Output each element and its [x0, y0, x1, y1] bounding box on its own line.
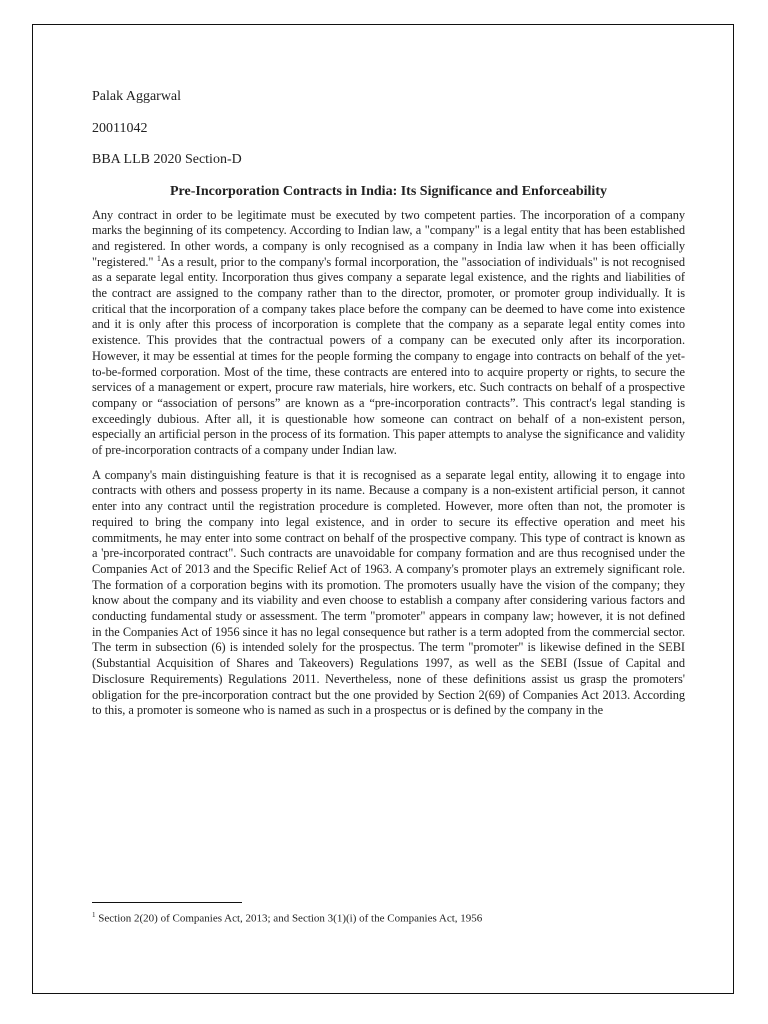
author-name: Palak Aggarwal — [92, 89, 182, 104]
document-title: Pre-Incorporation Contracts in India: Its Significance and Enforceability — [170, 183, 607, 199]
footnote-divider — [92, 902, 242, 903]
page-content — [92, 88, 685, 728]
paragraph-2: A company's main distinguishing feature is that it is recognised as a separate legal entity, allowing it to engage into contracts with others and possess property in its name. Because a company is a non-existent artificial person, it cannot enter into any contract until the registration procedure is completed. However, more often than not, the promoter is required to bring the company into legal existence, and in order to secure its effective operation and meet his commitments, he may enter into some contract on behalf of the prospective company. This type of contract is known as a 'pre-incorporated contract". Such contracts are unavoidable for company formation and are thus recognised under the Companies Act of 2013 and the Specific Relief Act of 1963. A company's promoter plays an extremely significant role. The formation of a corporation begins with its promotion. The promoters usually have the vision of the company; they know about the company and its viability and even choose to establish a company after considering various factors and conducting fundamental study or assessment. The term "promoter" appears in company law; however, it is not defined in the Companies Act of 1956 since it has no legal consequence but rather is a term adopted from the commercial sector. The term in subsection (6) is intended solely for the prospectus. The term "promoter" is likewise defined in the SEBI (Substantial Acquisition of Shares and Takeovers) Regulations 1997, as well as the SEBI (Issue of Capital and Disclosure Requirements) Regulations 2011. Nevertheless, none of these definitions assist us grasp the promoters' obligation for the pre-incorporation contract but the one provided by Section 2(69) of Companies Act 2013. According to this, a promoter is someone who is named as such in a prospectus or is defined by the company in the — [92, 467, 685, 718]
paragraph-1-text-a: Any contract in order to be legitimate must be executed by two competent parties. The incorporation of a company marks the beginning of its competency. According to Indian law, a "company" is a legal entity that has been established and registered. In other words, a company is only recognised as a company in India law when it has been officially "registered." — [92, 207, 685, 269]
roll-number: 20011042 — [92, 120, 148, 136]
paragraph-1-text-b: As a result, prior to the company's formal incorporation, the "association of individuals" is not recognised as a separate legal entity. Incorporation thus gives company a separate legal existence, and the rights and liabilities of the contract are assigned to the company rather than to the director, promoter, or promoter group individually. It is critical that the incorporation of a company takes place before the company can be deemed to have come into existence and it is only after this process of incorporation is complete that the company as a separate legal entity comes into existence. This provides that the contractual powers of a company can be executed only after its incorporation. However, it may be essential at times for the people forming the company to engage into contracts on behalf of the yet-to-be-formed corporation. Most of the time, these contracts are entered into to acquire property or rights, to secure the services of a management or expert, procure raw materials, hire workers, etc. Such contracts on behalf of a prospective company or “association of persons” are known as a “pre-incorporation contracts”. This contract's legal standing is exceedingly dubious. After all, it is questionable how someone can contract on behalf of a non-existent person, especially an artificial person in the process of its formation. This paper attempts to analyse the significance and validity of pre-incorporation contracts of a company under Indian law. — [92, 254, 686, 458]
footnote-reference[interactable]: 1 — [156, 253, 161, 263]
course-section: BBA LLB 2020 Section-D — [92, 152, 242, 167]
paragraph-1 — [92, 208, 685, 459]
footnote-marker: 1 — [92, 911, 96, 919]
document-page — [32, 24, 734, 994]
footnote-text: Section 2(20) of Companies Act, 2013; and Section 3(1)(i) of the Companies Act, 1956 — [95, 912, 483, 925]
footnote — [92, 908, 685, 926]
